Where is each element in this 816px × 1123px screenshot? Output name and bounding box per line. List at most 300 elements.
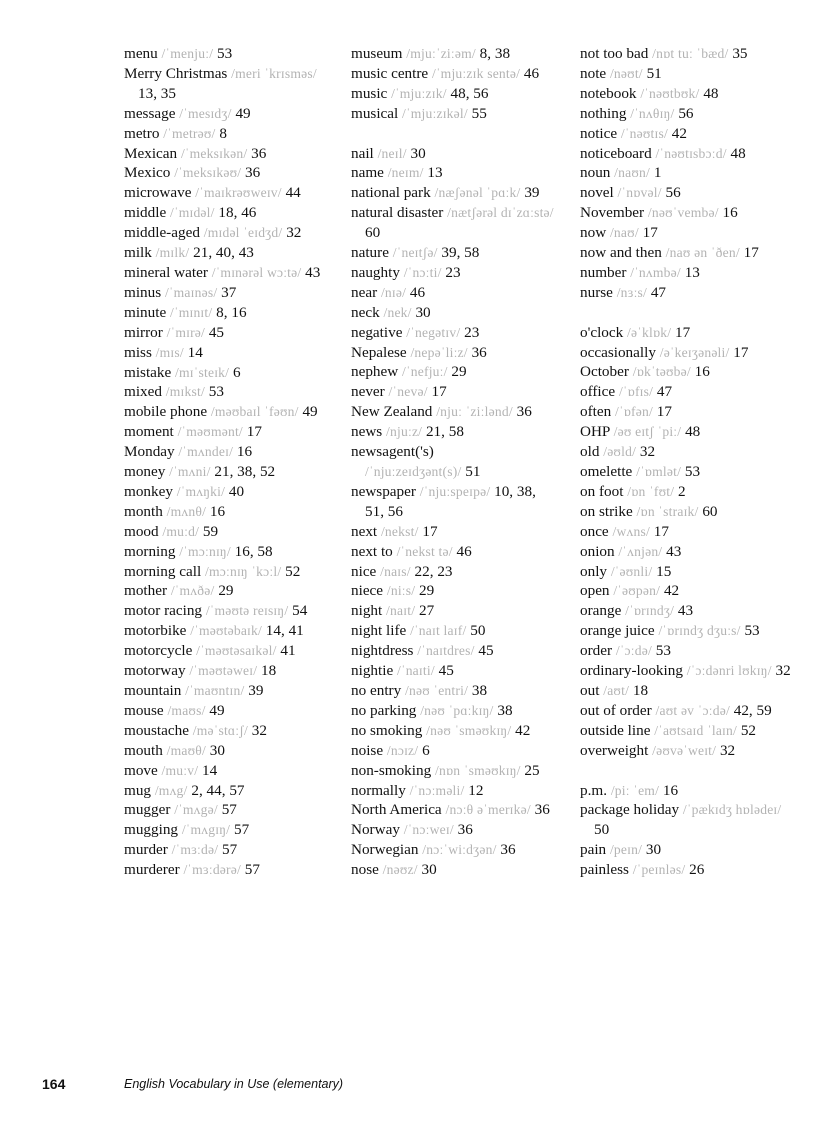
index-entry: [351, 860, 557, 880]
entry-pages: 48, 56: [450, 84, 489, 102]
entry-pages: 17: [743, 244, 759, 262]
index-entry: [580, 382, 795, 402]
index-entry: [351, 343, 557, 363]
entry-pages: 57: [233, 821, 250, 839]
entry-pronunciation: /ˈnɔːti/: [403, 264, 442, 280]
entry-word: number: [580, 263, 627, 281]
entry-pronunciation: /ˈmɔːnɪŋ/: [179, 543, 231, 559]
entry-pages: 60: [365, 224, 381, 242]
entry-word: minute: [124, 303, 167, 321]
entry-word: noise: [351, 741, 384, 759]
index-entry: [124, 382, 324, 402]
index-entry: [351, 283, 557, 303]
entry-pages: 43: [666, 542, 682, 560]
entry-pages: 6: [422, 741, 430, 759]
index-entry: [580, 422, 795, 442]
entry-word: Norway: [351, 821, 400, 839]
entry-pronunciation: /nɒt tuː ˈbæd/: [652, 46, 729, 61]
entry-word: Mexican: [124, 144, 178, 162]
entry-pronunciation: /muːd/: [162, 523, 200, 539]
index-entry: [580, 581, 795, 601]
index-entry: [124, 323, 324, 343]
entry-pages: 50: [470, 622, 486, 640]
entry-pronunciation: /ˈnɔːweɪ/: [403, 822, 454, 838]
entry-pronunciation: /naʊ ən ˈðen/: [665, 245, 740, 261]
entry-pronunciation: /nəʊ ˈentri/: [405, 682, 469, 698]
entry-word: never: [351, 383, 385, 401]
entry-word: pain: [580, 841, 607, 859]
index-entry: [580, 124, 795, 144]
entry-pages: 48: [685, 423, 701, 441]
entry-pronunciation: /ˈmʌŋki/: [176, 483, 226, 499]
entry-pages: 57: [244, 861, 260, 879]
index-entry: [351, 800, 557, 820]
entry-word: out of order: [580, 701, 652, 719]
index-entry: [580, 681, 795, 701]
index-entry: [580, 502, 795, 522]
entry-word: noticeboard: [580, 144, 652, 162]
entry-word: open: [580, 582, 610, 600]
entry-pages: 48: [703, 84, 719, 102]
entry-pronunciation: /nɔɪz/: [386, 742, 419, 758]
entry-word: once: [580, 522, 609, 540]
entry-pronunciation: /ˈmɪdəl/: [169, 205, 215, 221]
entry-pages: 36: [251, 144, 267, 162]
entry-word: motorway: [124, 662, 186, 680]
entry-pronunciation: /nekst/: [380, 523, 419, 539]
entry-pronunciation: /ˈmɪnərəl wɔːtə/: [211, 264, 302, 280]
entry-pronunciation: /njuː ˈziːlənd/: [436, 404, 513, 420]
entry-pronunciation: /ˈmʌgɪŋ/: [181, 822, 231, 838]
entry-pronunciation: /mɪs/: [155, 344, 184, 360]
entry-word: nurse: [580, 283, 613, 301]
entry-pronunciation: /nəʊz/: [382, 862, 418, 878]
index-entry: [351, 442, 557, 482]
index-entry: [124, 741, 324, 761]
entry-pages: 23: [464, 323, 480, 341]
entry-pages: 53: [216, 45, 233, 62]
entry-word: microwave: [124, 184, 192, 202]
entry-word: mugger: [124, 801, 171, 819]
entry-pages: 29: [419, 582, 435, 600]
entry-word: message: [124, 104, 176, 122]
index-entry: [351, 183, 557, 203]
entry-pages: 55: [471, 104, 487, 122]
entry-pronunciation: /ˈnəʊtɪs/: [620, 125, 668, 141]
entry-word: North America: [351, 801, 442, 819]
index-entry: [124, 223, 324, 243]
entry-pronunciation: /ˈməʊtəweɪ/: [189, 663, 258, 679]
entry-pronunciation: /məʊbaɪl ˈfəʊn/: [210, 404, 299, 420]
entry-pages: 48: [730, 144, 746, 162]
entry-pages: 46: [409, 283, 426, 301]
entry-pronunciation: /nek/: [383, 304, 412, 320]
index-entry: [124, 701, 324, 721]
entry-pages: 50: [594, 821, 610, 839]
entry-pages: 30: [421, 861, 437, 879]
entry-word: o'clock: [580, 323, 624, 341]
entry-pronunciation: /wʌns/: [612, 523, 650, 539]
entry-pages: 16: [694, 363, 710, 381]
index-entry: [580, 621, 795, 641]
entry-pronunciation: /ˈmɜːdə/: [171, 842, 219, 858]
entry-pronunciation: /niːs/: [386, 583, 416, 599]
entry-pronunciation: /ˈmesɪdʒ/: [179, 105, 232, 121]
entry-pages: 32: [775, 662, 791, 680]
entry-pages: 32: [251, 721, 267, 739]
index-entry: [580, 84, 795, 104]
index-entry: [124, 840, 324, 860]
entry-pages: 36: [500, 841, 516, 859]
index-entry: [124, 522, 324, 542]
entry-pages: 8, 38: [479, 45, 511, 62]
index-entry: [351, 542, 557, 562]
entry-pages: 53: [744, 622, 760, 640]
entry-word: menu: [124, 45, 158, 62]
entry-word: nature: [351, 244, 389, 262]
entry-pages: 14, 41: [265, 622, 304, 640]
entry-pronunciation: /ˈmeksɪkən/: [180, 145, 248, 161]
entry-pronunciation: /naʊ/: [609, 225, 639, 241]
entry-pages: 43: [305, 263, 321, 281]
entry-word: overweight: [580, 741, 649, 759]
index-entry: [580, 362, 795, 382]
entry-pages: 45: [438, 662, 454, 680]
entry-pages: 44: [285, 184, 301, 202]
entry-pronunciation: /əˈkeɪʒənəli/: [659, 344, 730, 360]
entry-pronunciation: /ˈəʊnli/: [610, 563, 653, 579]
entry-word: musical: [351, 104, 399, 122]
entry-word: OHP: [580, 423, 610, 441]
entry-pronunciation: /ˈməʊtəbaɪk/: [190, 623, 262, 639]
entry-pages: 40: [228, 482, 245, 500]
index-entry: [124, 163, 324, 183]
entry-word: murder: [124, 841, 168, 859]
entry-pronunciation: /neɪm/: [387, 165, 424, 181]
entry-word: painless: [580, 861, 629, 879]
index-entry: [580, 243, 795, 263]
entry-pronunciation: /nɔːθ əˈmerɪkə/: [445, 802, 531, 818]
entry-pronunciation: /ˈnaɪt laɪf/: [410, 623, 467, 639]
entry-pronunciation: /ˈməʊmənt/: [177, 424, 243, 440]
entry-pronunciation: /mʌg/: [154, 782, 188, 798]
entry-pronunciation: /neɪl/: [377, 145, 407, 161]
entry-word: niece: [351, 582, 384, 600]
index-entry: [580, 701, 795, 721]
entry-pronunciation: /nepəˈliːz/: [410, 344, 468, 360]
entry-word: mug: [124, 781, 152, 799]
index-entry: [351, 601, 557, 621]
entry-pronunciation: /əʊld/: [603, 444, 637, 460]
index-entry: [124, 800, 324, 820]
index-entry: [351, 243, 557, 263]
entry-pronunciation: /ˈmɪnɪt/: [169, 304, 213, 320]
index-entry: [124, 64, 324, 104]
index-entry: [124, 44, 324, 64]
index-entry: [580, 323, 795, 343]
entry-word: next: [351, 522, 378, 540]
index-entry: [124, 442, 324, 462]
entry-word: name: [351, 164, 384, 182]
entry-word: no smoking: [351, 721, 423, 739]
entry-pronunciation: /mɪkst/: [165, 384, 205, 400]
index-entry: [351, 581, 557, 601]
entry-word: music: [351, 84, 388, 102]
entry-word: move: [124, 761, 158, 779]
entry-word: month: [124, 502, 163, 520]
index-entry: [580, 343, 795, 363]
entry-word: occasionally: [580, 343, 656, 361]
entry-pages: 36: [245, 164, 261, 182]
entry-pronunciation: /ˈmenjuː/: [161, 46, 214, 61]
entry-pronunciation: /ˈmaɪkrəʊweɪv/: [195, 185, 282, 201]
entry-word: mother: [124, 582, 168, 600]
index-entry: [580, 641, 795, 661]
index-entry: [124, 601, 324, 621]
index-entry: [351, 203, 557, 243]
entry-pronunciation: /nəʊt/: [609, 65, 643, 81]
entry-pages: 30: [209, 741, 225, 759]
entry-pages: 1: [653, 164, 662, 182]
entry-pronunciation: /ɒn ˈfʊt/: [627, 483, 675, 499]
index-entry: [351, 323, 557, 343]
entry-pronunciation: /mʌnθ/: [166, 503, 207, 519]
entry-pages: 17: [422, 522, 438, 540]
index-entry: [351, 44, 557, 64]
entry-pronunciation: /nɒn ˈsməʊkɪŋ/: [434, 762, 521, 778]
entry-word: money: [124, 463, 166, 481]
entry-pronunciation: /əˈklɒk/: [627, 324, 672, 340]
entry-pages: 16: [662, 781, 679, 799]
entry-word: office: [580, 383, 616, 401]
index-entry: [351, 482, 557, 522]
entry-pages: 18: [260, 662, 277, 680]
entry-pages: 22, 23: [414, 562, 453, 580]
entry-pages: 38: [471, 681, 488, 699]
index-entry: [580, 800, 795, 840]
index-entry: [351, 104, 557, 124]
index-entry: [124, 363, 324, 383]
entry-pronunciation: /mjuːˈziːəm/: [406, 46, 476, 61]
entry-pronunciation: /ˈnaɪti/: [396, 663, 435, 679]
entry-word: metro: [124, 124, 160, 142]
index-entry: [580, 661, 795, 681]
entry-pronunciation: /ɒn ˈstraɪk/: [636, 503, 699, 519]
entry-word: mistake: [124, 363, 172, 381]
index-entry: [124, 402, 324, 422]
index-entry: [124, 283, 324, 303]
entry-pages: 53: [684, 463, 701, 481]
entry-pronunciation: /mɪˈsteɪk/: [175, 364, 230, 380]
index-entry: [580, 44, 795, 64]
entry-word: morning call: [124, 562, 202, 580]
entry-pronunciation: /njuːz/: [386, 424, 423, 440]
index-entry: [124, 502, 324, 522]
entry-pages: 43: [677, 602, 694, 620]
index-entry: [580, 402, 795, 422]
index-entry: [580, 741, 795, 761]
entry-pronunciation: /ˈneɪtʃə/: [392, 245, 438, 261]
entry-pages: 52: [740, 721, 756, 739]
entry-word: orange: [580, 602, 622, 620]
index-entry: [351, 144, 557, 164]
index-entry: [124, 263, 324, 283]
entry-word: morning: [124, 542, 176, 560]
entry-pronunciation: /ˈmeksɪkəʊ/: [174, 165, 242, 181]
index-entry: [580, 223, 795, 243]
entry-pronunciation: /mɔːnɪŋ ˈkɔːl/: [204, 563, 282, 579]
entry-word: milk: [124, 244, 152, 262]
entry-word: museum: [351, 45, 403, 62]
index-entry: [124, 343, 324, 363]
entry-word: monkey: [124, 482, 173, 500]
entry-pronunciation: /ˈmʌðə/: [170, 583, 215, 599]
entry-pages: 16: [209, 502, 226, 520]
entry-word: notice: [580, 124, 618, 142]
index-entry: [351, 303, 557, 323]
entry-pages: 57: [222, 841, 238, 859]
index-entry: [580, 840, 795, 860]
index-entry: [124, 860, 324, 880]
index-entry: [351, 641, 557, 661]
entry-word: Nepalese: [351, 343, 407, 361]
entry-word: outside line: [580, 721, 651, 739]
entry-pages: 36: [516, 403, 532, 421]
entry-pronunciation: /ˈməʊtə reɪsɪŋ/: [205, 603, 289, 619]
entry-pages: 32: [286, 224, 302, 242]
entry-word: nail: [351, 144, 374, 162]
entry-word: package holiday: [580, 801, 680, 819]
entry-pronunciation: /ˈnəʊtbʊk/: [640, 85, 700, 101]
entry-word: mineral water: [124, 263, 208, 281]
index-entry: [351, 781, 557, 801]
entry-word: mugging: [124, 821, 179, 839]
entry-pages: 53: [208, 383, 224, 401]
index-entry: [124, 781, 324, 801]
entry-pages: 30: [410, 144, 426, 162]
index-entry: [351, 382, 557, 402]
entry-word: ordinary-looking: [580, 662, 683, 680]
page-number: 164: [42, 1076, 66, 1092]
entry-pages: 36: [534, 801, 550, 819]
index-entry: [124, 562, 324, 582]
entry-pages: 2: [678, 482, 686, 500]
entry-word: newspaper: [351, 482, 416, 500]
index-entry: [124, 303, 324, 323]
entry-word: motorbike: [124, 622, 187, 640]
index-entry: [351, 840, 557, 860]
entry-pages: 18, 46: [218, 204, 257, 222]
index-entry: [351, 761, 557, 781]
index-entry: [124, 104, 324, 124]
entry-pages: 57: [221, 801, 237, 819]
entry-pages: 46: [456, 542, 472, 560]
index-entry: [124, 462, 324, 482]
index-entry: [580, 442, 795, 462]
entry-word: now and then: [580, 244, 662, 262]
index-entry: [351, 681, 557, 701]
entry-pronunciation: /mɪlk/: [155, 245, 190, 261]
entry-pages: 36: [471, 343, 487, 361]
entry-pages: 17: [642, 224, 658, 242]
index-entry: [580, 522, 795, 542]
index-entry: [580, 562, 795, 582]
index-entry: [580, 283, 795, 303]
entry-pages: 6: [232, 363, 241, 381]
entry-word: mobile phone: [124, 403, 208, 421]
entry-word: Monday: [124, 443, 175, 461]
entry-pronunciation: /aʊt/: [603, 682, 630, 698]
entry-pages: 51: [646, 64, 662, 82]
index-entry: [580, 462, 795, 482]
entry-pages: 15: [656, 562, 672, 580]
entry-pages: 8, 16: [216, 303, 247, 321]
index-entry: [351, 820, 557, 840]
entry-pronunciation: /ˈɒfən/: [615, 404, 653, 420]
entry-pages: 47: [650, 283, 667, 301]
index-entry: [124, 144, 324, 164]
entry-pages: 13: [684, 263, 700, 281]
entry-pages: 54: [292, 602, 308, 620]
entry-pages: 21, 38, 52: [214, 463, 276, 481]
entry-pronunciation: /ˈnaɪtdres/: [417, 643, 475, 659]
entry-pronunciation: /naɪs/: [380, 563, 411, 579]
entry-word: non-smoking: [351, 761, 432, 779]
entry-pages: 16: [722, 204, 738, 222]
entry-word: note: [580, 64, 607, 82]
entry-pages: 17: [653, 522, 669, 540]
entry-pronunciation: /maʊθ/: [166, 742, 206, 758]
entry-word: negative: [351, 323, 403, 341]
entry-pronunciation: /ˈpeɪnləs/: [632, 862, 686, 878]
entry-pronunciation: /ɒkˈtəʊbə/: [632, 364, 691, 380]
entry-pronunciation: /ˈməʊtəsaɪkəl/: [196, 643, 277, 659]
index-entry: [124, 761, 324, 781]
entry-pages: 21, 40, 43: [193, 244, 254, 262]
entry-pages: 39: [524, 184, 540, 202]
entry-pronunciation: /məˈstɑːʃ/: [192, 722, 248, 738]
entry-word: mountain: [124, 682, 182, 699]
entry-word: music centre: [351, 64, 429, 82]
index-entry: [351, 163, 557, 183]
entry-word: mixed: [124, 383, 162, 401]
index-entry: [580, 482, 795, 502]
entry-pronunciation: /ˈɒrɪndʒ dʒuːs/: [658, 623, 741, 639]
index-entry: [580, 263, 795, 283]
entry-pronunciation: /ˈmjuːzɪkəl/: [402, 105, 468, 121]
entry-pages: 17: [431, 383, 447, 401]
entry-pages: 49: [235, 104, 251, 122]
entry-word: now: [580, 224, 607, 242]
index-entry: [124, 581, 324, 601]
entry-word: October: [580, 363, 629, 381]
entry-pronunciation: /əʊ eɪtʃ ˈpiː/: [613, 424, 682, 440]
entry-pages: 16, 58: [234, 542, 273, 560]
entry-pronunciation: /maʊs/: [167, 702, 206, 718]
entry-word: Mexico: [124, 164, 171, 182]
entry-pages: 12: [468, 781, 484, 799]
entry-pronunciation: /nəʊ ˈpɑːkɪŋ/: [420, 702, 494, 718]
index-entry: [351, 422, 557, 442]
entry-pages: 17: [656, 403, 672, 421]
entry-pages: 14: [202, 761, 218, 779]
entry-word: omelette: [580, 463, 633, 481]
entry-pages: 47: [656, 383, 673, 401]
entry-word: only: [580, 562, 608, 580]
entry-pages: 32: [639, 443, 656, 461]
book-title: English Vocabulary in Use (elementary): [124, 1077, 344, 1091]
index-column-3: [580, 44, 795, 880]
